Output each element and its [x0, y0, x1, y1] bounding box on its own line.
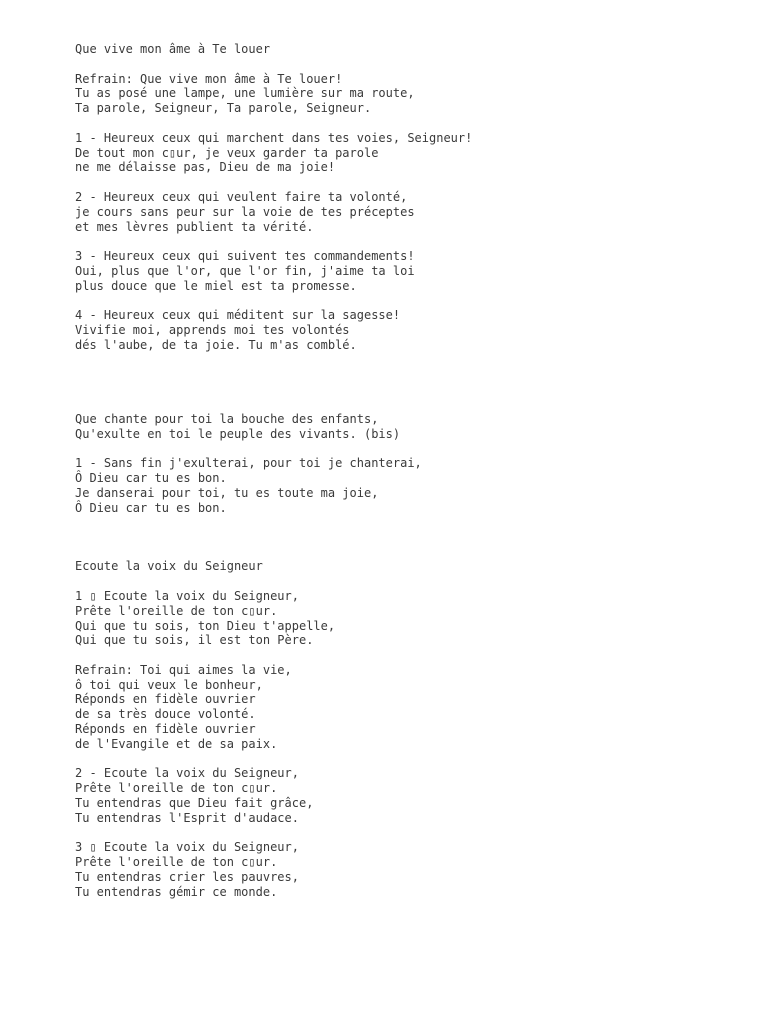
song3-verse1-line: Qui que tu sois, il est ton Père.	[75, 633, 314, 648]
song3-refrain-line: de sa très douce volonté.	[75, 707, 256, 722]
song3-refrain-line: ô toi qui veux le bonheur,	[75, 677, 263, 692]
song3-verse2-line: Tu entendras l'Esprit d'audace.	[75, 810, 299, 825]
song1-verse1-line: De tout mon c▯ur, je veux garder ta parole	[75, 145, 379, 160]
song3-refrain-line: de l'Evangile et de sa paix.	[75, 736, 278, 751]
song1-title: Que vive mon âme à Te louer	[75, 42, 271, 56]
spacer	[75, 175, 735, 190]
song3-verse2-line: Prête l'oreille de ton c▯ur.	[75, 781, 278, 796]
song3-title: Ecoute la voix du Seigneur	[75, 559, 263, 574]
song1-verse1-line: ne me délaisse pas, Dieu de ma joie!	[75, 160, 336, 175]
spacer	[75, 294, 735, 309]
song1-verse4-line: 4 - Heureux ceux qui méditent sur la sagesse!	[75, 308, 401, 323]
song3-verse2-line: 2 - Ecoute la voix du Seigneur,	[75, 766, 299, 781]
song1-verse1-line: 1 - Heureux ceux qui marchent dans tes voies, Seigneur!	[75, 130, 473, 145]
song2-verse-line: Ô Dieu car tu es bon.	[75, 470, 227, 485]
song1-refrain-line: Refrain: Que vive mon âme à Te louer!	[75, 71, 343, 86]
song1-verse3-line: 3 - Heureux ceux qui suivent tes commandements!	[75, 249, 415, 264]
song3-verse1-line: Qui que tu sois, ton Dieu t'appelle,	[75, 618, 336, 633]
song1-verse2-line: et mes lèvres publient ta vérité.	[75, 219, 314, 234]
song3-verse1-line: Prête l'oreille de ton c▯ur.	[75, 603, 278, 618]
spacer	[75, 752, 735, 767]
section-gap	[75, 353, 735, 412]
song1-refrain-line: Ta parole, Seigneur, Ta parole, Seigneur.	[75, 101, 372, 116]
song3-verse2-line: Tu entendras que Dieu fait grâce,	[75, 796, 314, 811]
section-gap	[75, 515, 735, 559]
song3-refrain-line: Réponds en fidèle ouvrier	[75, 692, 256, 707]
song3-verse1-line: 1 ▯ Ecoute la voix du Seigneur,	[75, 588, 299, 603]
song3-verse3-line: Tu entendras gémir ce monde.	[75, 884, 278, 899]
song1-refrain-line: Tu as posé une lampe, une lumière sur ma route,	[75, 86, 415, 101]
song3-refrain-line: Réponds en fidèle ouvrier	[75, 722, 256, 737]
spacer	[75, 234, 735, 249]
song1-verse2-line: je cours sans peur sur la voie de tes préceptes	[75, 204, 415, 219]
song1-verse2-line: 2 - Heureux ceux qui veulent faire ta volonté,	[75, 189, 408, 204]
song3-verse3-line: Prête l'oreille de ton c▯ur.	[75, 855, 278, 870]
song3-verse3-line: Tu entendras crier les pauvres,	[75, 870, 299, 885]
song1-verse3-line: Oui, plus que l'or, que l'or fin, j'aime ta loi	[75, 263, 415, 278]
spacer	[75, 574, 735, 589]
song2-refrain-line: Que chante pour toi la bouche des enfants,	[75, 411, 379, 426]
song1-verse3-line: plus douce que le miel est ta promesse.	[75, 278, 357, 293]
spacer	[75, 57, 735, 72]
spacer	[75, 116, 735, 131]
spacer	[75, 648, 735, 663]
spacer	[75, 441, 735, 456]
song2-verse-line: Je danserai pour toi, tu es toute ma joie,	[75, 485, 379, 500]
document-page	[75, 42, 735, 900]
spacer	[75, 826, 735, 841]
song1-verse4-line: Vivifie moi, apprends moi tes volontés	[75, 323, 350, 338]
song2-verse-line: Ô Dieu car tu es bon.	[75, 500, 227, 515]
song2-verse-line: 1 - Sans fin j'exulterai, pour toi je chanterai,	[75, 456, 422, 471]
song1-verse4-line: dés l'aube, de ta joie. Tu m'as comblé.	[75, 337, 357, 352]
song3-verse3-line: 3 ▯ Ecoute la voix du Seigneur,	[75, 840, 299, 855]
song2-refrain-line: Qu'exulte en toi le peuple des vivants. (bis)	[75, 426, 401, 441]
song3-refrain-line: Refrain: Toi qui aimes la vie,	[75, 662, 292, 677]
